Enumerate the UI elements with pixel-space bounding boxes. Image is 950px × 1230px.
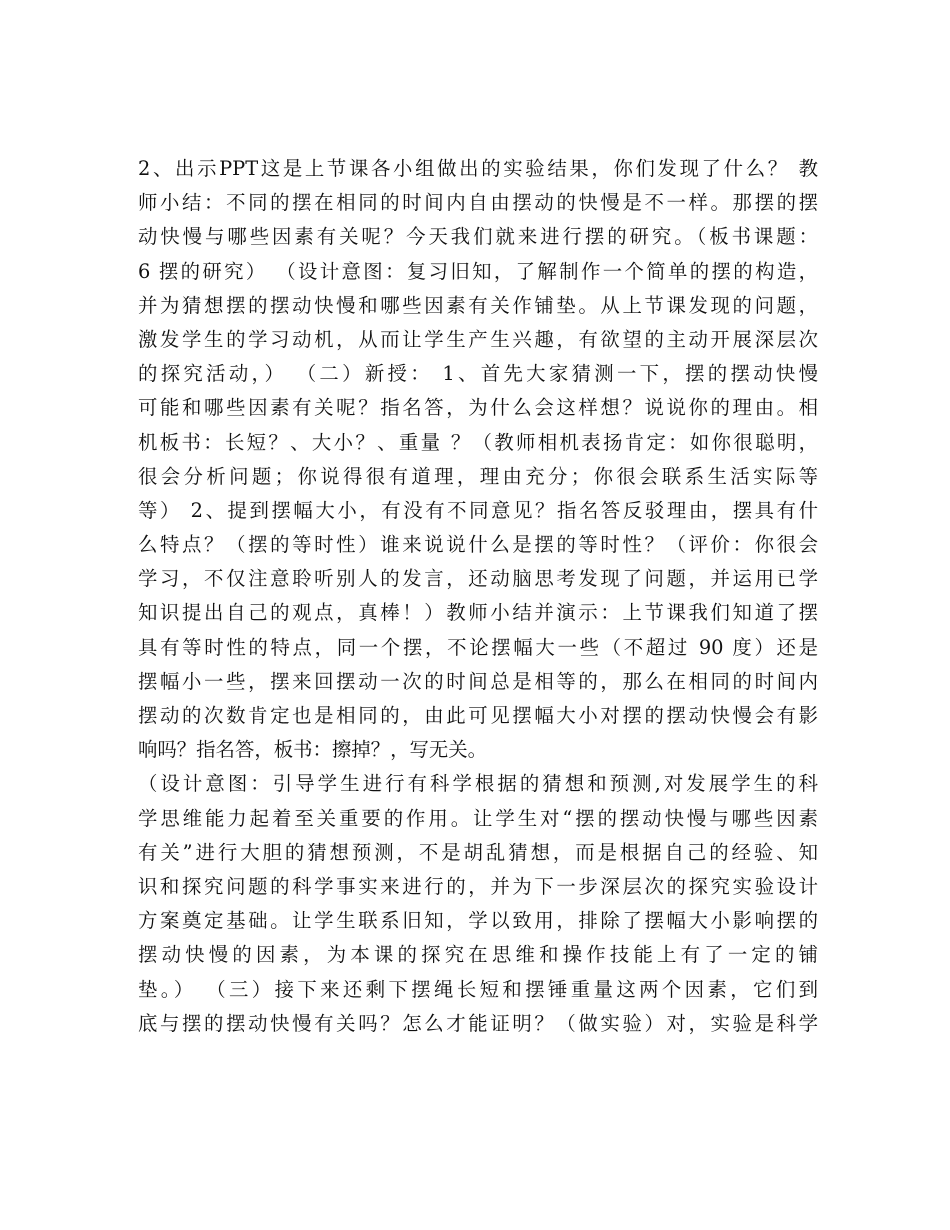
- text-line: （设计意图：引导学生进行有科学根据的猜想和预测,对发展学生的科: [138, 772, 818, 796]
- text-line: 学习，不仅注意聆听别人的发言，还动脑思考发现了问题，并运用已学: [138, 567, 818, 591]
- text-line: 么特点？（摆的等时性）谁来说说什么是摆的等时性？（评价：你很会: [138, 533, 818, 557]
- text-line: 师小结：不同的摆在相同的时间内自由摆动的快慢是不一样。那摆的摆: [138, 191, 818, 215]
- text-line: 摆动的次数肯定也是相同的，由此可见摆幅大小对摆的摆动快慢会有影: [138, 704, 818, 727]
- text-line: 等） 2、提到摆幅大小，有没有不同意见？指名答反驳理由，摆具有什: [138, 498, 818, 522]
- text-line: 垫。） （三）接下来还剩下摆绳长短和摆锤重量这两个因素，它们到: [138, 977, 818, 1001]
- text-line: 并为猜想摆的摆动快慢和哪些因素有关作铺垫。从上节课发现的问题，: [138, 293, 818, 317]
- text-line: 摆动快慢的因素，为本课的探究在思维和操作技能上有了一定的铺: [138, 943, 818, 967]
- text-line: 激发学生的学习动机，从而让学生产生兴趣，有欲望的主动开展深层次: [138, 327, 818, 351]
- text-line: 摆幅小一些，摆来回摆动一次的时间总是相等的，那么在相同的时间内: [138, 669, 818, 693]
- text-line: 动快慢与哪些因素有关呢？今天我们就来进行摆的研究。（板书课题：: [138, 225, 818, 249]
- text-line: 可能和哪些因素有关呢？指名答，为什么会这样想？说说你的理由。相: [138, 396, 818, 420]
- text-line: 具有等时性的特点，同一个摆，不论摆幅大一些（不超过 90 度）还是: [138, 635, 818, 659]
- text-line: 学思维能力起着至关重要的作用。让学生对“摆的摆动快慢与哪些因素: [138, 806, 818, 830]
- text-line: 6 摆的研究） （设计意图：复习旧知，了解制作一个简单的摆的构造，: [138, 259, 818, 283]
- text-line: 方案奠定基础。让学生联系旧知，学以致用，排除了摆幅大小影响摆的: [138, 909, 818, 933]
- text-line: 响吗？指名答，板书：擦掉？，写无关。: [138, 738, 488, 762]
- body-text: [138, 152, 818, 1041]
- text-line: 机板书：长短？、大小？、重量 ？（教师相机表扬肯定：如你很聪明，: [138, 430, 818, 454]
- text-line: 知识提出自己的观点，真棒！）教师小结并演示：上节课我们知道了摆: [138, 601, 818, 625]
- text-line: 的探究活动，） （二）新授： 1、首先大家猜测一下，摆的摆动快慢: [138, 362, 818, 386]
- text-line: 识和探究问题的科学事实来进行的，并为下一步深层次的探究实验设计: [138, 874, 818, 898]
- text-line: 有关”进行大胆的猜想预测，不是胡乱猜想，而是根据自己的经验、知: [138, 840, 818, 864]
- text-line: 底与摆的摆动快慢有关吗？怎么才能证明？（做实验）对，实验是科学: [138, 1011, 818, 1035]
- text-line: 2、出示PPT这是上节课各小组做出的实验结果，你们发现了什么？ 教: [138, 157, 818, 180]
- text-line: 很会分析问题；你说得很有道理，理由充分；你很会联系生活实际等: [138, 464, 818, 488]
